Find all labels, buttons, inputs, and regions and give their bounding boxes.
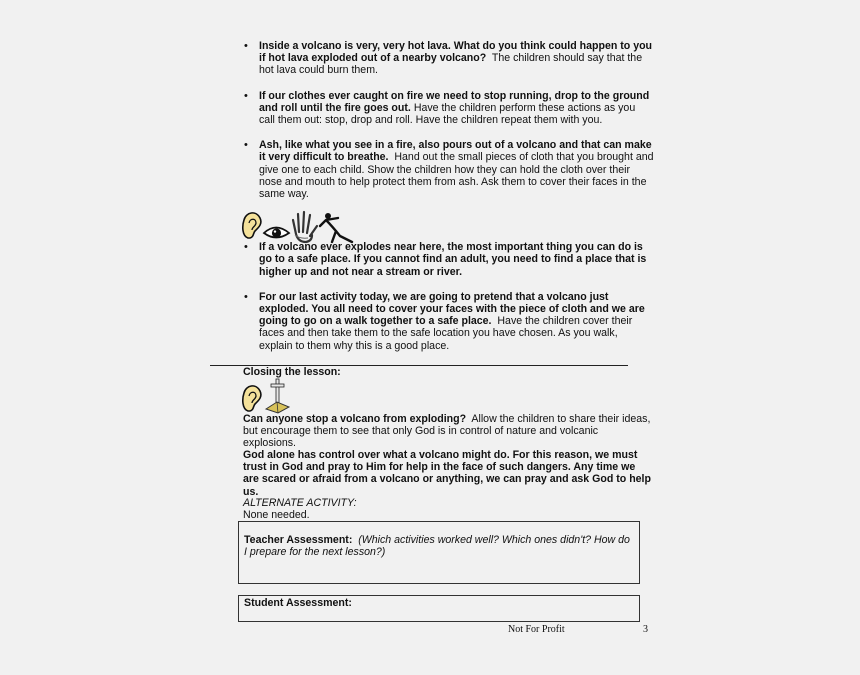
teacher-assessment-box <box>238 521 640 584</box>
closing-question: Can anyone stop a volcano from exploding? <box>243 413 467 425</box>
page-number: 3 <box>643 624 648 634</box>
footer-text: Not For Profit <box>508 624 565 634</box>
bullet-item <box>244 40 654 77</box>
closing-instruction: Allow the children to share their ideas, but encourage them to see that only God is in control of nature and volcanic explosions. <box>243 413 651 450</box>
bullet-normal-text: The children should say that the hot lava could burn them. <box>259 52 643 77</box>
bullet-bold-text: For our last activity today, we are going to pretend that a volcano just exploded. You all need to cover your faces with the piece of cloth and we are going to go on a walk together to a safe place. <box>259 290 645 328</box>
student-assessment-box <box>238 595 640 622</box>
body-movement-icon <box>320 213 352 242</box>
bullet-normal-text: Have the children cover their faces and then take them to the safe location you have chosen. As you walk, explain to them why this is a good place. <box>259 315 633 352</box>
ear-icon <box>243 386 261 411</box>
cross-bible-icon <box>266 379 289 413</box>
closing-paragraph-1 <box>243 413 653 450</box>
bullet-item <box>244 139 654 200</box>
bullet-normal-text: Hand out the small pieces of cloth that you brought and give one to each child. Show the children how they can hold the cloth over their nose and mouth to help protect them from ash. Ask them to cover their faces in the same way. <box>259 151 654 201</box>
student-assessment-label: Student Assessment: <box>244 597 352 609</box>
closing-heading: Closing the lesson: <box>243 366 341 378</box>
bullet-item <box>244 291 654 352</box>
alternate-activity-text: None needed. <box>243 509 310 521</box>
bullet-item <box>244 90 654 127</box>
bullet-bold-text: If a volcano ever explodes near here, the most important thing you can do is go to a safe place. If you cannot find an adult, you need to find a place that is higher up and not near a stream or river. <box>259 241 647 278</box>
eye-icon <box>264 228 289 238</box>
bullet-bold-text: Inside a volcano is very, very hot lava. What do you think could happen to you if hot lava exploded out of a nearby volcano? <box>259 40 653 65</box>
bullet-item <box>244 241 654 278</box>
bullet-normal-text: Have the children perform these actions as you call them out: stop, drop and roll. Have the children repeat them with you. <box>259 101 636 127</box>
bullet-bold-text: Ash, like what you see in a fire, also pours out of a volcano and that can make it very difficult to breathe. <box>259 139 652 164</box>
bullet-bold-text: If our clothes ever caught on fire we need to stop running, drop to the ground and roll until the fire goes out. <box>259 89 650 114</box>
teacher-assessment-prompt: (Which activities worked well? Which ones didn't? How do I prepare for the next lesson?) <box>244 534 630 559</box>
activity-bullet-list <box>244 40 654 352</box>
teacher-assessment-text <box>244 534 633 558</box>
page-footer <box>508 624 653 634</box>
senses-icons <box>240 206 360 244</box>
teacher-assessment-label: Teacher Assessment: <box>244 534 353 546</box>
ear-icon <box>243 213 261 238</box>
alternate-activity-heading: ALTERNATE ACTIVITY: <box>243 497 357 509</box>
closing-paragraph-2: God alone has control over what a volcano might do. For this reason, we must trust in God and pray to Him for help in the face of such dangers. Any time we are scared or afraid from a volcano or anything, we can pray and ask God to help us. <box>243 449 651 498</box>
hand-icon <box>293 212 317 242</box>
closing-icons <box>240 378 290 414</box>
